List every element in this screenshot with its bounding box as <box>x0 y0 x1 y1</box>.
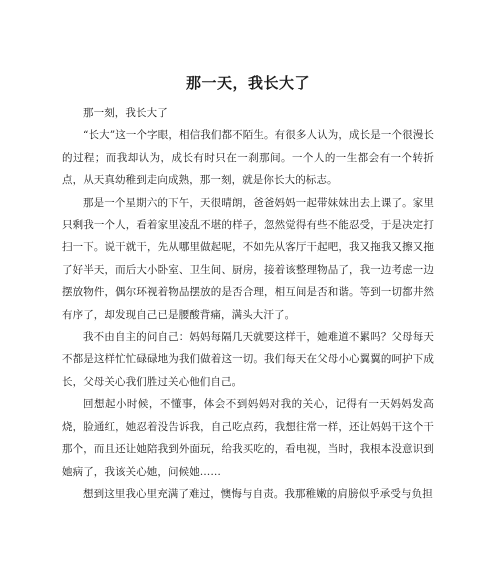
paragraph: 想到这里我心里充满了难过，懊悔与自责。我那稚嫩的肩膀似乎承受与负担 <box>83 487 433 500</box>
paragraph: 回想起小时候，不懂事，体会不到妈妈对我的关心，记得有一天妈妈发高烧，脸通红，她忍着没告诉我，自己吃点药，我想往常一样，还让妈妈干这个干那个，而且还让她陪我到外面玩，给我买吃的，看电视，当时，我根本没意识到她病了，我该关心她，问候她…… <box>62 398 434 478</box>
paragraph: “长大”这一个字眼，相信我们都不陌生。有很多人认为，成长是一个很漫长的过程；而我却认为，成长有时只在一刹那间。一个人的一生都会有一个转折点，从天真幼稚到走向成熟，那一刻，就是你长大的标志。 <box>62 129 434 187</box>
document-body <box>62 102 434 505</box>
paragraph-subtitle: 那一刻，我长大了 <box>83 107 168 119</box>
paragraph: 那是一个星期六的下午，天很晴朗，爸爸妈妈一起带妹妹出去上课了。家里只剩我一个人，看着家里凌乱不堪的样子，忽然觉得有些不能忍受，于是决定打扫一下。说干就干，先从哪里做起呢，不如先从客厅干起吧，我又拖我又擦又拖了好半天，而后大小卧室、卫生间、厨房，接着该整理物品了，我一边考虑一边摆放物件，偶尔环视着物品摆放的是否合理，相互间是否和谐。等到一切都井然有序了，却发现自己已是腰酸背痛，满头大汗了。 <box>62 196 434 321</box>
document-title: 那一天，我长大了 <box>185 74 310 92</box>
paragraph: 我不由自主的问自己：妈妈每隔几天就要这样干，她难道不累吗？父母每天不都是这样忙忙碌碌地为我们做着这一切。我们每天在父母小心翼翼的呵护下成长，父母关心我们胜过关心他们自己。 <box>62 331 434 388</box>
